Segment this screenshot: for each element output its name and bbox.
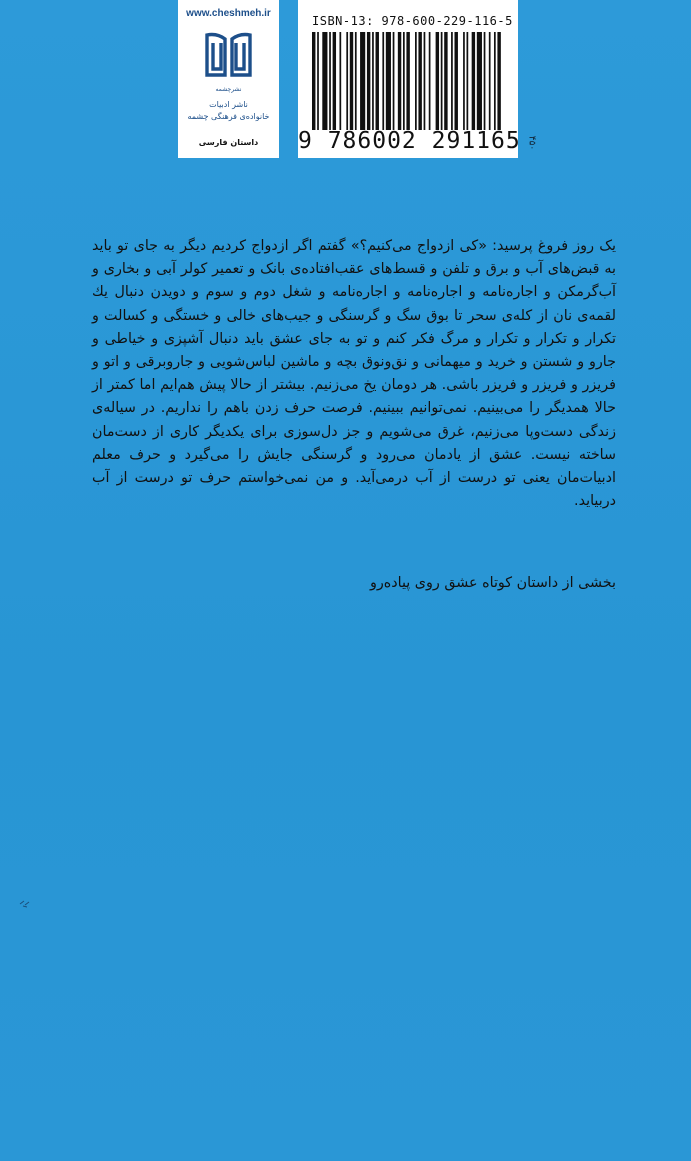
barcode-box — [298, 0, 521, 158]
publisher-tagline-2: خانواده‌ی فرهنگی چشمه — [187, 112, 270, 121]
publisher-tagline-1: ناشر ادبیات — [209, 100, 248, 109]
publisher-sub-label: نشرچشمه — [215, 86, 242, 93]
publisher-url[interactable]: www.cheshmeh.ir — [186, 8, 271, 19]
publisher-box — [178, 0, 279, 158]
price-mark: ۴۵۰ — [526, 135, 537, 151]
book-excerpt: یک روز فروغ پرسید: «کی ازدواج می‌کنیم؟» گفتم اگر ازدواج کردیم دیگر به جای تو باید به قبض‌های آب و برق و تلفن و قسط‌های عقب‌افتاده‌ی بانک و تعمیر کولر آبی و بخاری و آب‌گرمکن و اجاره‌نامه و اجاره‌نامه و اجاره‌نامه و شغل دوم و سوم و دویدن دنبال یك لقمه‌ی نان از کله‌ی سحر تا بوق سگ و گرسنگی و جیب‌های خالی و خستگی و کسالت و تکرار و تکرار و تکرار و مرگ فکر کنم و تو به جای عشق باید دنبال آشپزی و خیاطی و جارو و شستن و خرید و میهمانی و نق‌ونوق بچه و ماشین لباس‌شویی و جاروبرقی و اتو و فریزر و فریزر و فریزر باشی. هر دومان یخ می‌زنیم. بیشتر از حالا پیش هم‌ایم اما کمتر از حالا همدیگر را می‌بینیم. نمی‌توانیم ببینیم. فرصت حرف زدن باهم را نداریم. در سیاله‌ی زندگی دست‌وپا می‌زنیم، غرق می‌شویم و جز دل‌سوزی برای یکدیگر کاری از دست‌مان ساخته نیست. عشق از یادمان می‌رود و گرسنگی جایش را می‌گیرد و حرف معلم ادبیات‌مان یعنی تو درست از آب درمی‌آید. و من نمی‌خواستم حرف تو درست از آب دربیاید. — [92, 238, 616, 510]
barcode-icon — [312, 32, 506, 130]
publisher-logo-icon — [201, 27, 256, 82]
excerpt-caption: بخشی از داستان کوتاه عشق روی پیاده‌رو — [369, 575, 616, 591]
book-category: داستان فارسی — [198, 138, 259, 147]
isbn-label: ISBN-13: 978-600-229-116-5 — [312, 14, 513, 28]
print-speck — [18, 898, 32, 908]
barcode-digits: 9 786002 291165 — [298, 128, 521, 154]
